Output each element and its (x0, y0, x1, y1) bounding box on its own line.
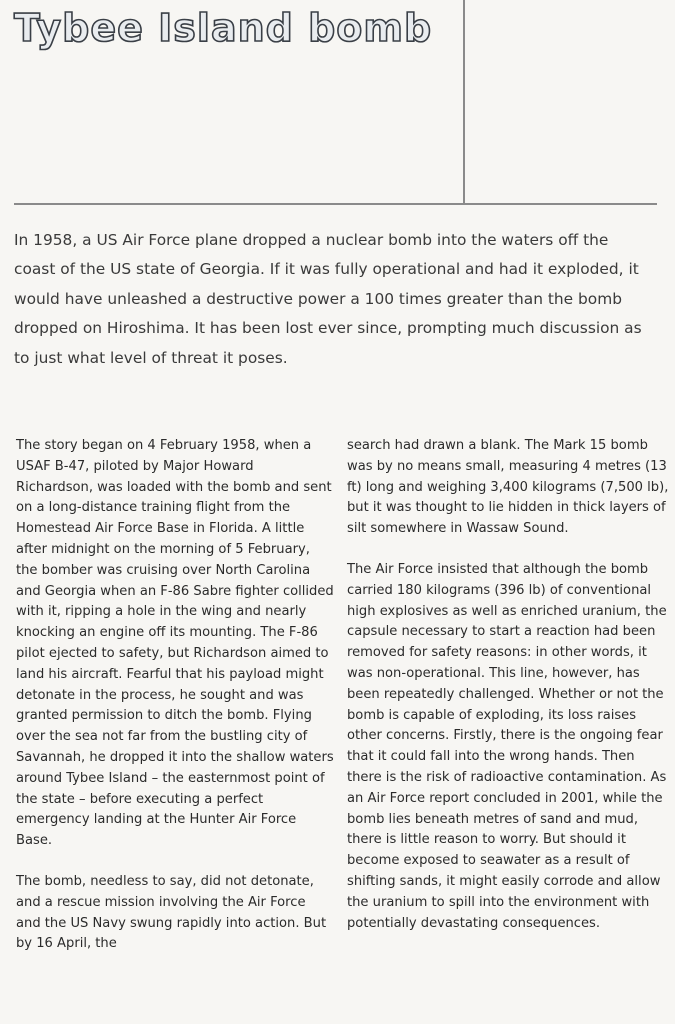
body-paragraph: search had drawn a blank. The Mark 15 bomb was by no means small, measuring 4 metres (13 ft) long and weighing 3,400 kilograms (7,500 lb), but it was thought to lie hidden in thick layers of silt somewhere in Wassaw Sound. (347, 438, 669, 537)
body-paragraph: The Air Force insisted that although the bomb carried 180 kilograms (396 lb) of conventional high explosives as well as enriched uranium, the capsule necessary to start a reaction had been removed for safety reasons: in other words, it was non-operational. This line, however, has been repeatedly challenged. Whether or not the bomb is capable of exploding, its loss raises other concerns. Firstly, there is the ongoing fear that it could fall into the wrong hands. Then there is the risk of radioactive contamination. As an Air Force report concluded in 2001, while the bomb lies beneath metres of sand and mud, there is little reason to worry. But should it become exposed to seawater as a result of shifting sands, it might easily corrode and allow the uranium to spill into the environment with potentially devastating consequences. (347, 561, 667, 931)
horizontal-rule (14, 203, 657, 205)
article-intro: In 1958, a US Air Force plane dropped a nuclear bomb into the waters off the coast of the US state of Georgia. If it was fully operational and had it exploded, it would have unleashed a destructive power a 100 times greater than the bomb dropped on Hiroshima. It has been lost ever since, prompting much discussion as to just what level of threat it poses. (14, 231, 642, 367)
body-paragraph: The bomb, needless to say, did not detonate, and a rescue mission involving the Air Force and the US Navy swung rapidly into action. But by 16 April, the (16, 873, 327, 952)
body-paragraph: The story began on 4 February 1958, when a USAF B-47, piloted by Major Howard Richardson, was loaded with the bomb and sent on a long-distance training flight from the Homestead Air Force Base in Florida. A little after midnight on the morning of 5 February, the bomber was cruising over North Carolina and Georgia when an F-86 Sabre fighter collided with it, ripping a hole in the wing and nearly knocking an engine off its mounting. The F-86 pilot ejected to safety, but Richardson aimed to land his aircraft. Fearful that his payload might detonate in the process, he sought and was granted permission to ditch the bomb. Flying over the sea not far from the bustling city of Savannah, he dropped it into the shallow waters around Tybee Island – the easternmost point of the state – before executing a perfect emergency landing at the Hunter Air Force Base. (16, 438, 334, 849)
vertical-rule (463, 0, 465, 203)
left-column (16, 436, 334, 955)
right-column (347, 436, 669, 934)
article-title: Tybee Island bomb (14, 6, 433, 50)
